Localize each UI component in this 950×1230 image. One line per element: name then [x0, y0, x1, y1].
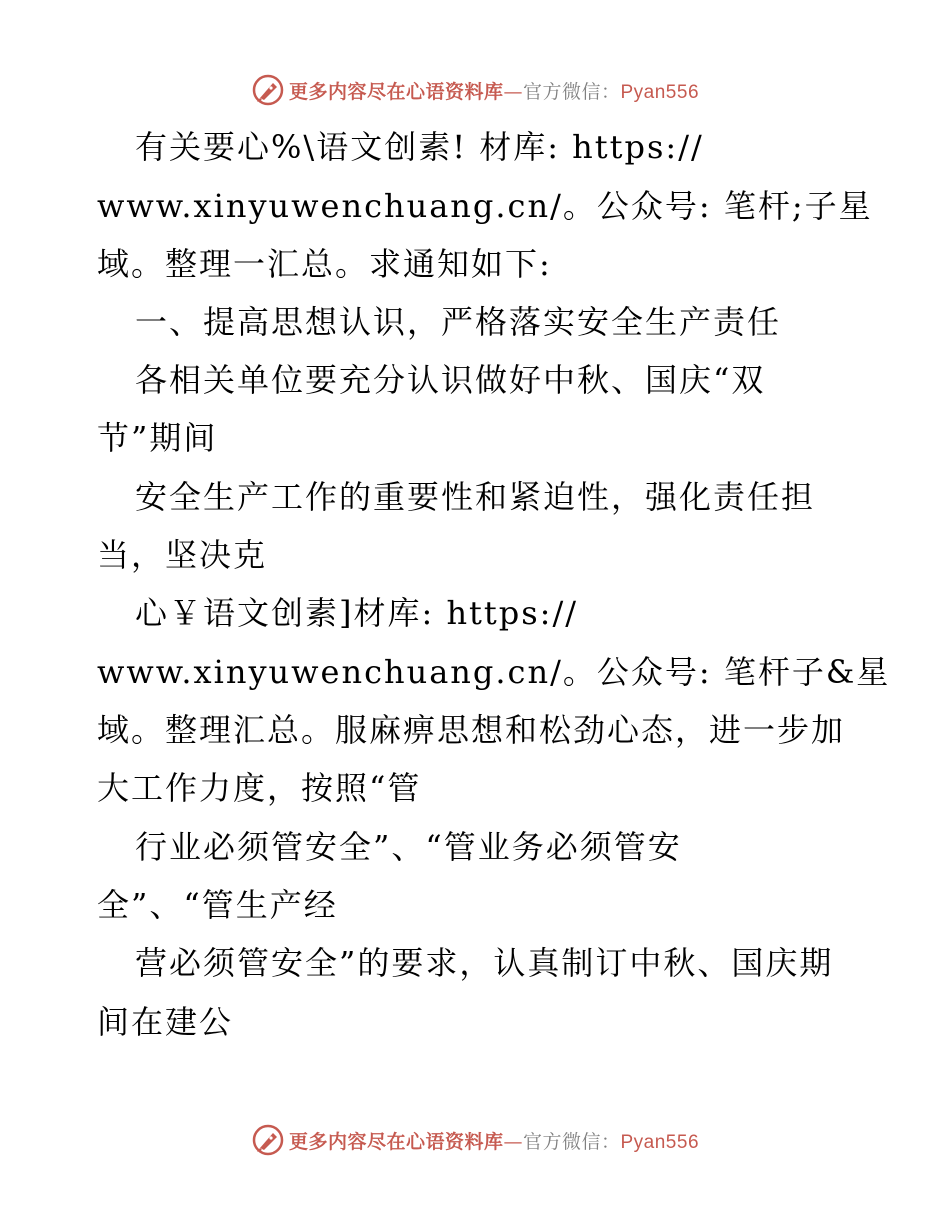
footer-wechat-id: Pyan556: [620, 1131, 700, 1153]
body-line-10: www.xinyuwenchuang.cn/。公众号: 笔杆子&星: [97, 653, 891, 691]
header-banner: [0, 70, 950, 110]
header-dash: —: [503, 80, 523, 103]
body-line-14: 全”、“管生产经: [97, 886, 338, 924]
pen-nib-logo-icon: [251, 1123, 285, 1157]
header-brand-text: 更多内容尽在心语资料库: [288, 80, 504, 103]
body-line-7: 安全生产工作的重要性和紧迫性，强化责任担: [135, 478, 816, 516]
body-line-9: 心￥语文创素]材库: https://: [135, 594, 579, 632]
body-line-6: 节”期间: [97, 419, 218, 457]
body-line-11: 域。整理汇总。服麻痹思想和松劲心态，进一步加: [97, 711, 846, 749]
header-brand: [289, 77, 699, 104]
body-line-15: 营必须管安全”的要求，认真制订中秋、国庆期: [135, 944, 834, 982]
body-line-1: 有关要心%\语文创素! 材库: https://: [135, 128, 704, 166]
body-line-8: 当，坚决克: [97, 536, 268, 574]
footer-wechat-label: 官方微信：: [522, 1130, 621, 1153]
header-wechat-label: 官方微信：: [522, 80, 621, 103]
header-wechat-id: Pyan556: [620, 81, 700, 103]
body-line-3: 域。整理一汇总。求通知如下:: [97, 245, 552, 283]
body-line-16: 间在建公: [97, 1003, 234, 1041]
footer-banner: [0, 1120, 950, 1160]
pen-nib-logo-icon: [251, 73, 285, 107]
body-line-4: 一、提高思想认识，严格落实安全生产责任: [135, 303, 782, 341]
body-line-13: 行业必须管安全”、“管业务必须管安: [135, 828, 682, 866]
body-line-5: 各相关单位要充分认识做好中秋、国庆“双: [135, 361, 766, 399]
body-line-12: 大工作力度，按照“管: [97, 769, 422, 807]
body-line-2: www.xinyuwenchuang.cn/。公众号: 笔杆;子星: [97, 187, 873, 225]
footer-brand-text: 更多内容尽在心语资料库: [288, 1130, 504, 1153]
footer-brand: [289, 1127, 699, 1154]
footer-dash: —: [503, 1130, 523, 1153]
